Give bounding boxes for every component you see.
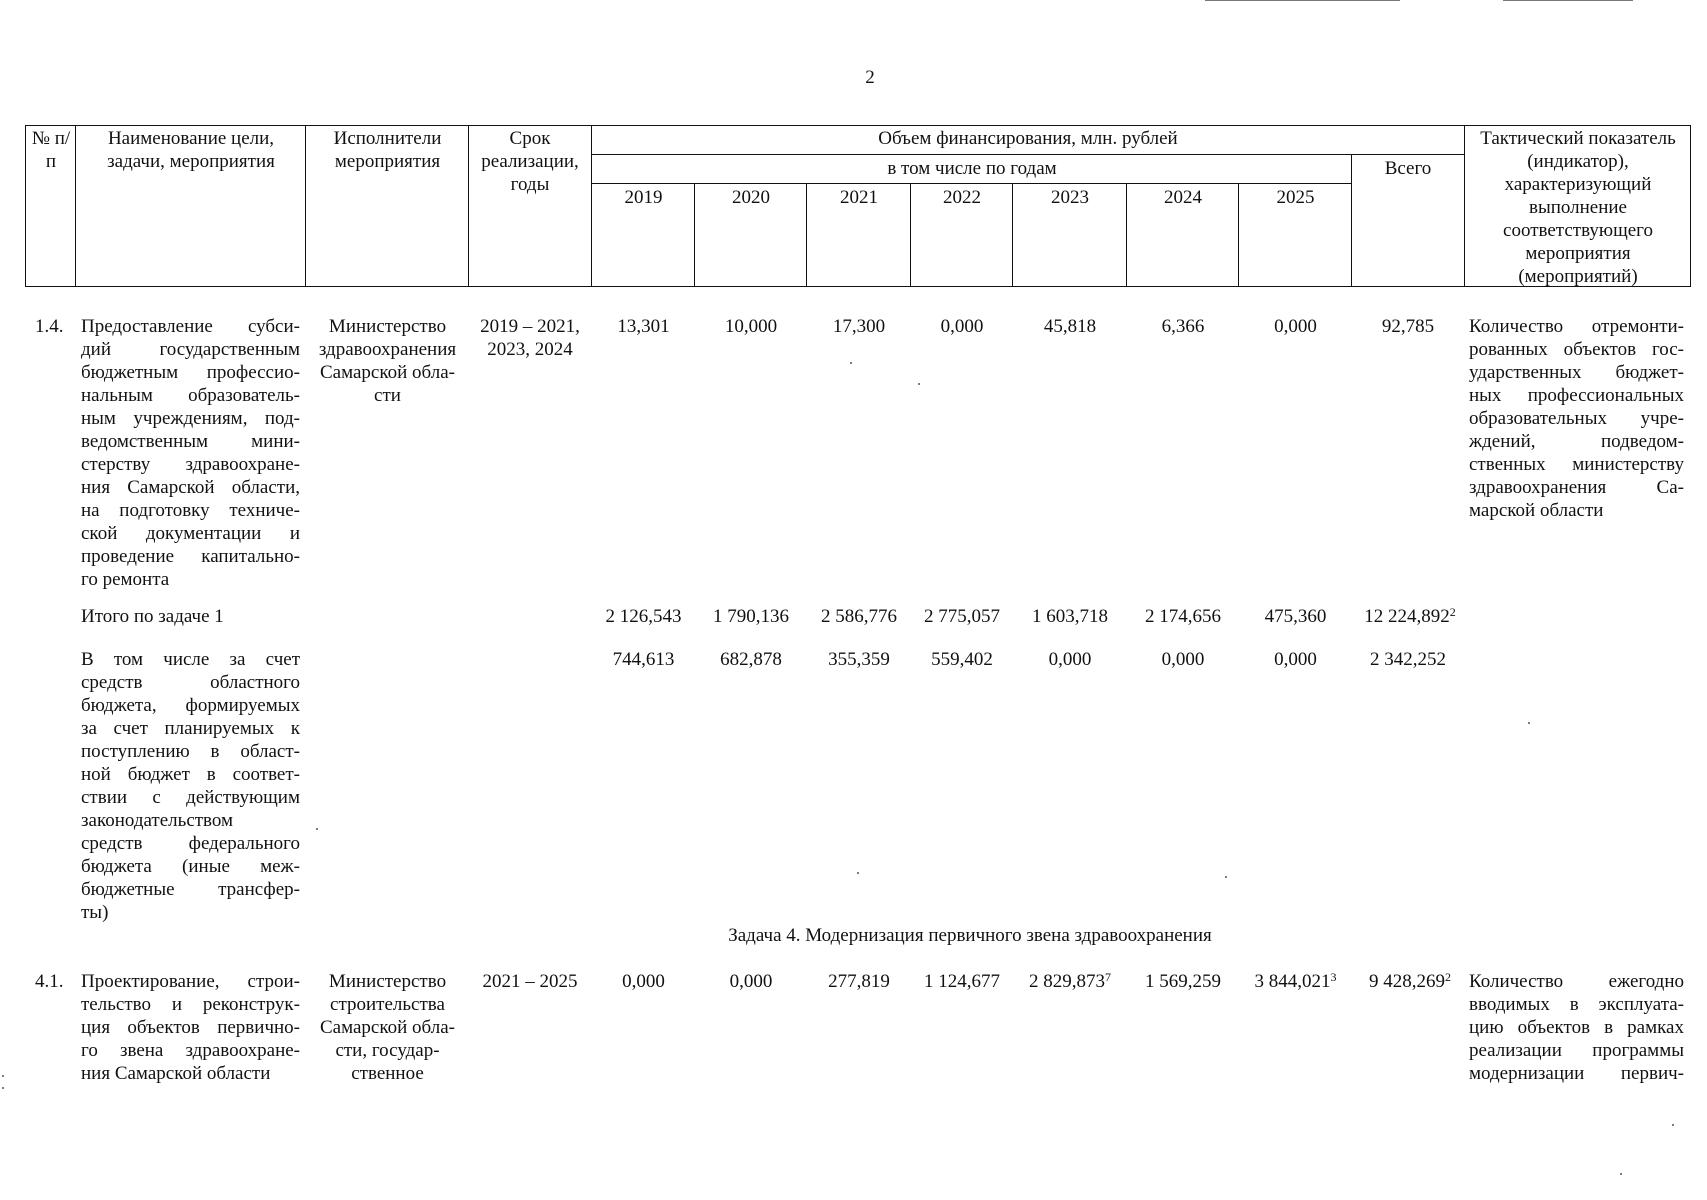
- row-total: 92,785: [1381, 316, 1435, 337]
- row-indicator: Количество отремонти- рованных объектов гос- ударственных бюджет- ных профессиональных образовательных учре- ждений, подведом- ственных министерству здравоохранения Са- марской области: [1469, 316, 1684, 521]
- scan-speck: [2, 1087, 4, 1089]
- row-value-2024: 1 569,259: [1145, 971, 1221, 992]
- row-executor: Министерство здравоохранения Самарской обла-сти: [318, 316, 457, 406]
- scan-artifact-line: [1205, 0, 1400, 1]
- header-year: 2025: [1276, 187, 1315, 208]
- total-value-2019: 2 126,543: [605, 606, 682, 627]
- header-year: 2020: [732, 187, 770, 208]
- including-value-2020: 682,878: [720, 649, 782, 670]
- scan-artifact-line: [1503, 0, 1633, 1]
- including-value-2019: 744,613: [612, 649, 675, 670]
- row-value-2021: 17,300: [832, 316, 886, 337]
- scan-speck: [1528, 722, 1530, 724]
- scan-speck: [2, 1075, 4, 1077]
- scan-speck: [316, 828, 318, 830]
- scan-speck: [850, 362, 852, 364]
- header-name: Наименование цели, задачи, мероприятия: [107, 128, 275, 172]
- total-value-2024: 2 174,656: [1145, 606, 1221, 627]
- row-value-2022: 0,000: [940, 316, 984, 337]
- task-4-heading: Задача 4. Модернизация первичного звена здравоохранения: [728, 925, 1212, 946]
- total-value-2022: 2 775,057: [924, 606, 1000, 627]
- including-value-2021: 355,359: [828, 649, 890, 670]
- row-period: 2019 – 2021, 2023, 2024: [480, 316, 580, 360]
- row-period: 2021 – 2025: [482, 971, 578, 992]
- row-value-2023: 45,818: [1043, 316, 1097, 337]
- scan-speck: [857, 872, 859, 874]
- row-value-2022: 1 124,677: [924, 971, 1000, 992]
- row-value-2021: 277,819: [828, 971, 890, 992]
- header-num: № п/п: [31, 128, 71, 172]
- row-number: 4.1.: [35, 971, 64, 992]
- including-value-2023: 0,000: [1048, 649, 1092, 670]
- header-executors: Исполнители мероприятия: [333, 128, 442, 172]
- row-executor: Министерство строительства Самарской обла- сти, государ- ственное: [320, 971, 455, 1084]
- row-value-2019: 0,000: [622, 971, 665, 992]
- row-value-2024: 6,366: [1161, 316, 1205, 337]
- including-value-2025: 0,000: [1274, 649, 1317, 670]
- scan-speck: [1620, 1173, 1622, 1175]
- scan-speck: [918, 383, 920, 385]
- row-name: Проектирование, строи- тельство и реконструк- ция объектов первично- го звена здравоохране- ния Самарской области: [81, 971, 300, 1084]
- row-value-2020: 0,000: [729, 971, 773, 992]
- total-value-2020: 1 790,136: [713, 606, 789, 627]
- header-year: 2024: [1164, 187, 1202, 208]
- row-value-2019: 13,301: [617, 316, 670, 337]
- row-number: 1.4.: [35, 316, 64, 337]
- including-value-2024: 0,000: [1161, 649, 1205, 670]
- including-label: В том числе за счет средств областного бюджета, формируемых за счет планируемых к поступлению в област- ной бюджет в соответ- ствии с действующим законодательством средств федерального бюджета (иные меж- бюджетные трансфер- ты): [81, 649, 300, 923]
- row-value-2023: 2 829,873$^7$: [1029, 970, 1111, 992]
- including-value-all: 2 342,252: [1370, 649, 1446, 670]
- row-value-2025: 3 844,021$^3$: [1254, 970, 1337, 992]
- row-value-2020: 10,000: [724, 316, 778, 337]
- scan-speck: [1225, 876, 1227, 878]
- header-total: Всего: [1384, 158, 1432, 179]
- total-value-2021: 2 586,776: [821, 606, 897, 627]
- header-year: 2021: [840, 187, 878, 208]
- page-number: 2: [865, 67, 875, 88]
- total-value-2023: 1 603,718: [1032, 606, 1108, 627]
- row-value-2025: 0,000: [1274, 316, 1317, 337]
- scan-speck: [1672, 1124, 1674, 1126]
- total-value-2025: 475,360: [1264, 606, 1327, 627]
- header-indicator: Тактический показатель (индикатор), характеризующий выполнение соответствующего мероприятия (мероприятий): [1480, 128, 1676, 287]
- total-value-all: 12 224,892$^2$: [1364, 605, 1456, 627]
- row-name: Предоставление субси- дий государственным бюджетным профессио- нальным образователь- ным учреждениям, под- ведомственным мини- стерству здравоохране- ния Самарской области, на подготовку техниче- ской документации и проведение капитально- го ремонта: [81, 316, 300, 590]
- including-value-2022: 559,402: [931, 649, 993, 670]
- header-period: Срок реализации, годы: [481, 128, 579, 195]
- row-indicator: Количество ежегодно вводимых в эксплуата- цию объектов в рамках реализации программы модернизации первич-: [1469, 971, 1684, 1084]
- header-year: 2023: [1051, 187, 1089, 208]
- header-year: 2022: [943, 187, 981, 208]
- header-year: 2019: [624, 187, 663, 208]
- header-by-years: в том числе по годам: [887, 158, 1057, 179]
- header-funding: Объем финансирования, млн. рублей: [878, 128, 1178, 149]
- row-total: 9 428,269$^2$: [1369, 970, 1451, 992]
- total-label: Итого по задаче 1: [81, 606, 224, 627]
